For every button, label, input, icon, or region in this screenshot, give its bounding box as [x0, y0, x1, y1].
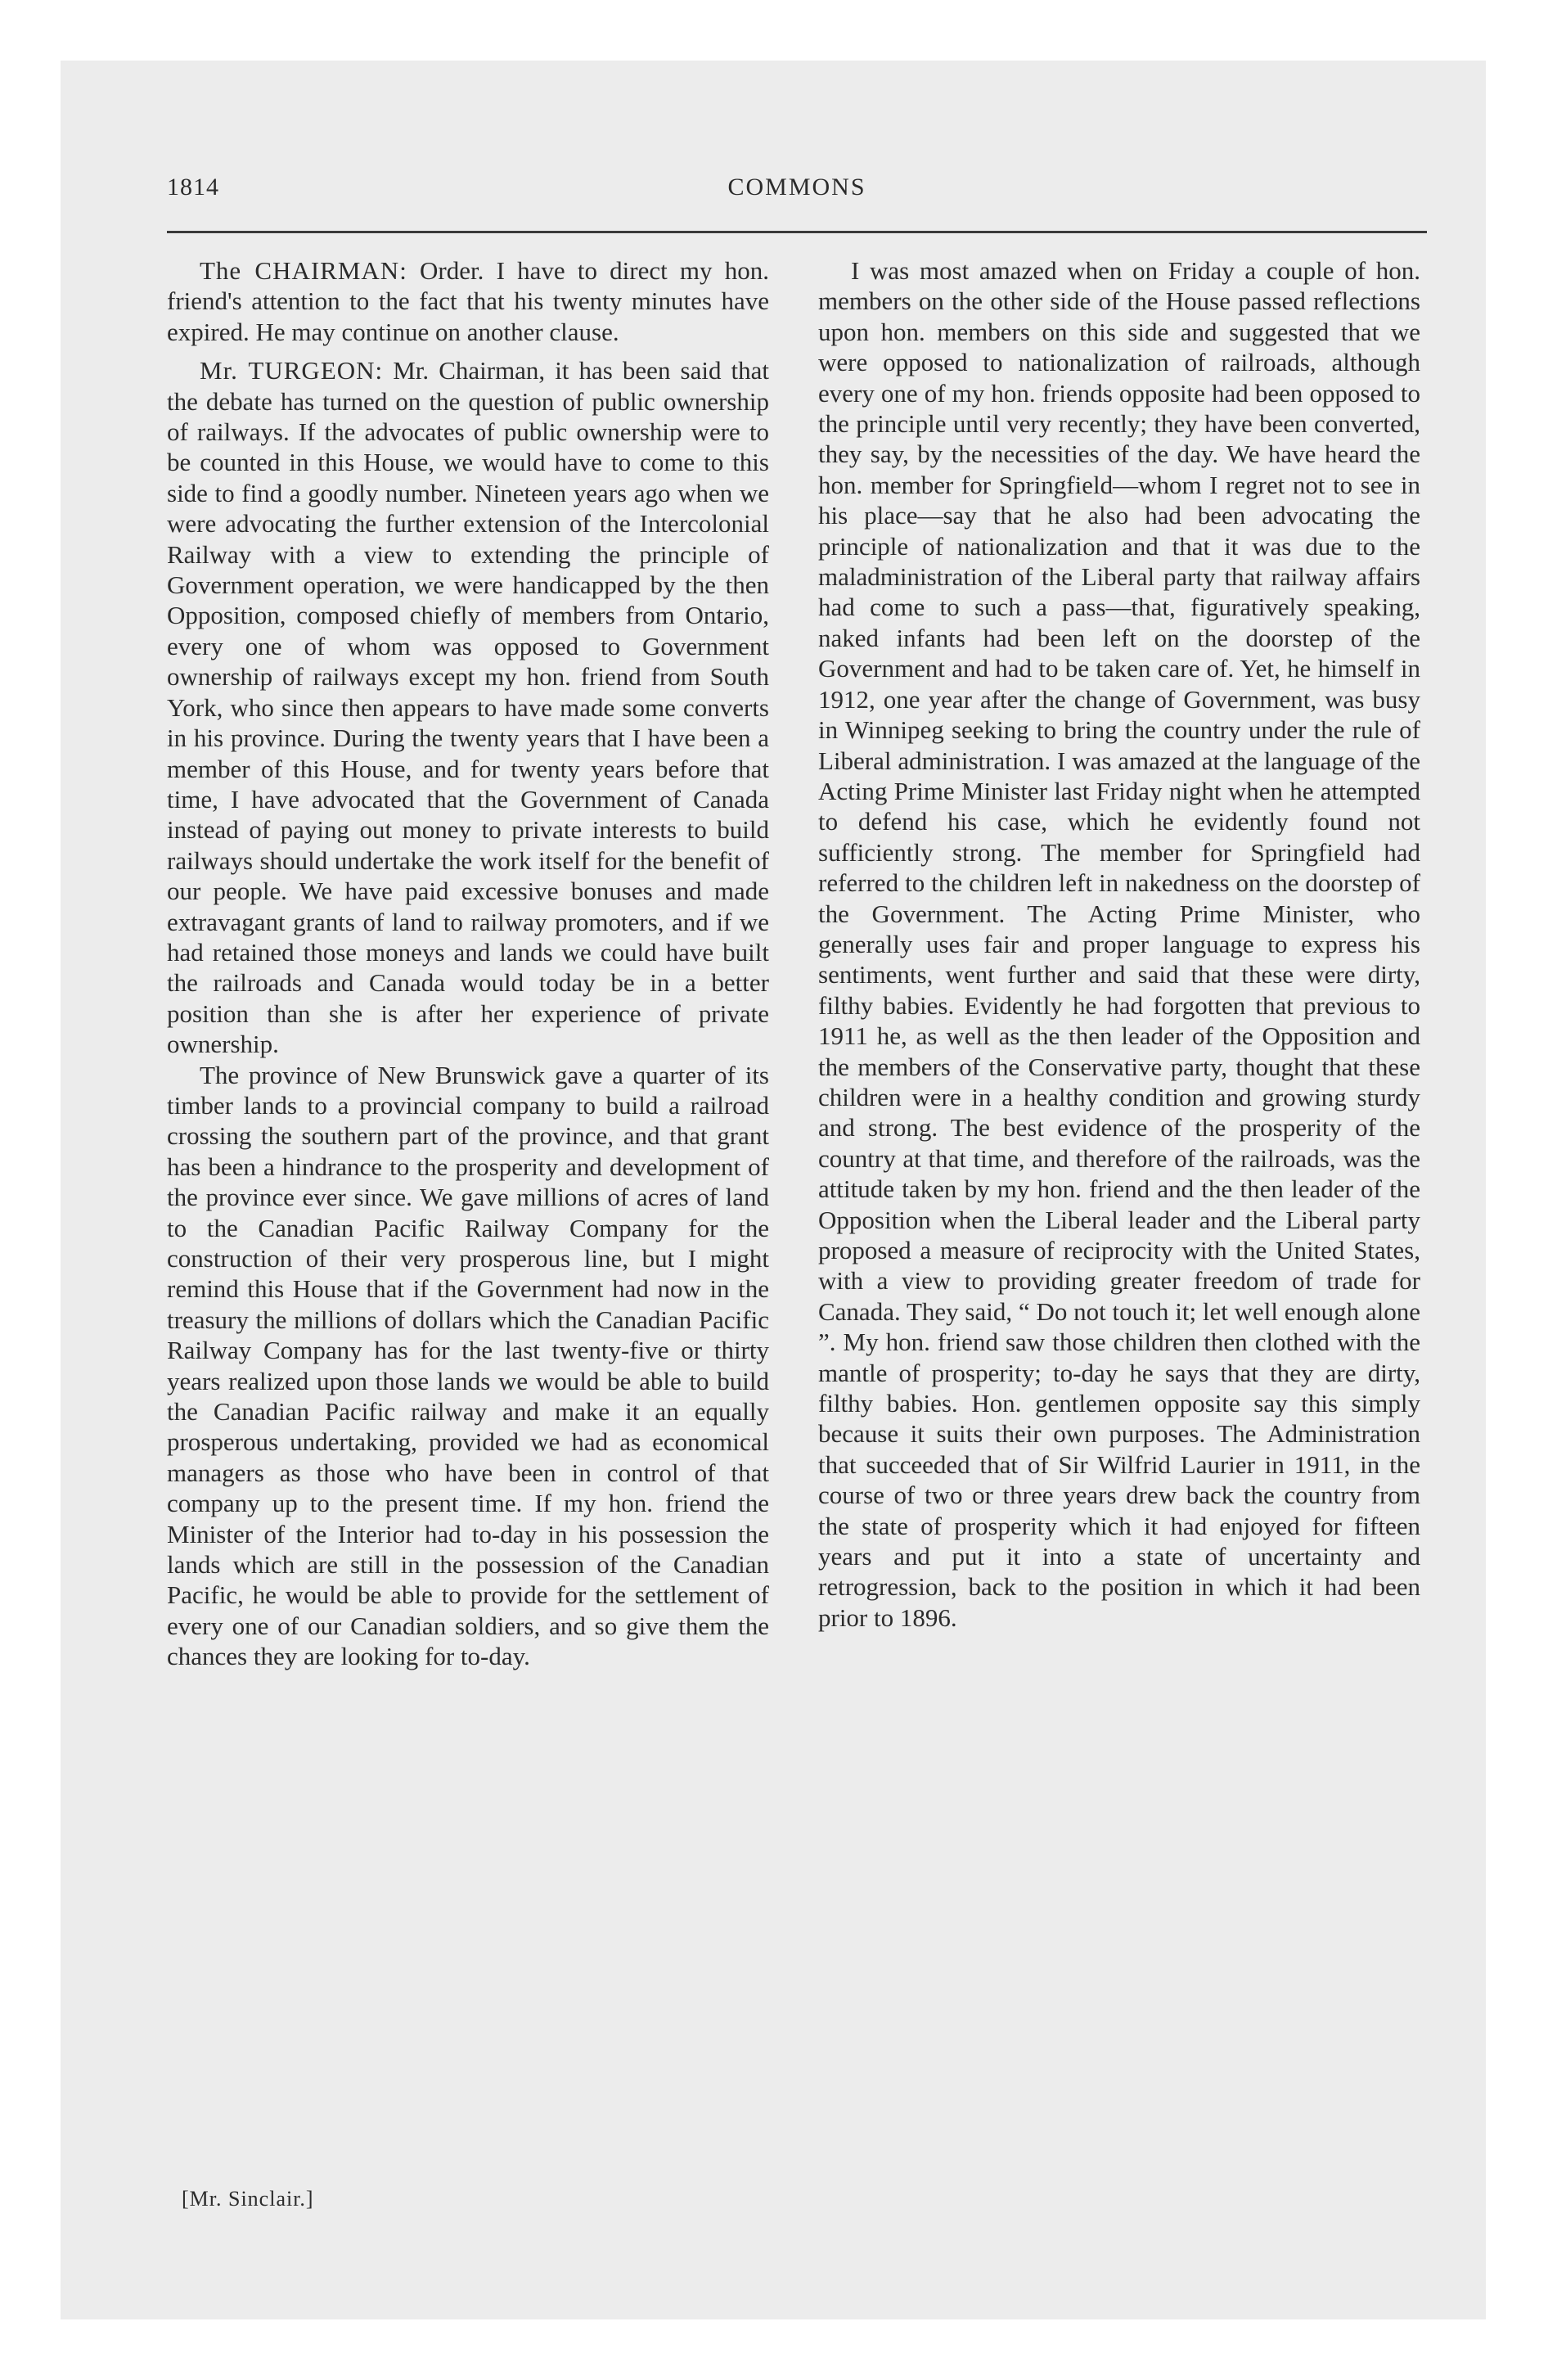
left-column	[167, 255, 769, 1672]
paragraph-amazed: I was most amazed when on Friday a couple of hon. members on the other side of the House passed reflections upon hon. members on this side and suggested that we were opposed to nationalization of railroads, although every one of my hon. friends opposite had been opposed to the principle until very recently; they have been converted, they say, by the necessities of the day. We have heard the hon. member for Springfield—whom I regret not to see in his place—say that he also had been advocating the principle of nationalization and that it was due to the maladministration of the Liberal party that railway affairs had come to such a pass—that, figuratively speaking, naked infants had been left on the doorstep of the Government and had to be taken care of. Yet, he himself in 1912, one year after the change of Government, was busy in Winnipeg seeking to bring the country under the rule of Liberal administration. I was amazed at the language of the Acting Prime Minister last Friday night when he attempted to defend his case, which he evidently found not sufficiently strong. The member for Springfield had referred to the children left in nakedness on the doorstep of the Government. The Acting Prime Minister, who generally uses fair and proper language to express his sentiments, went further and said that these were dirty, filthy babies. Evidently he had forgotten that previous to 1911 he, as well as the then leader of the Opposition and the members of the Conservative party, thought that these children were in a healthy condition and growing sturdy and strong. The best evidence of the prosperity of the country at that time, and therefore of the railroads, was the attitude taken by my hon. friend and the then leader of the Opposition when the Liberal leader and the Liberal party proposed a measure of reciprocity with the United States, with a view to providing greater freedom of trade for Canada. They said, “ Do not touch it; let well enough alone ”. My hon. friend saw those children then clothed with the mantle of prosperity; to-day he says that they are dirty, filthy babies. Hon. gentlemen opposite say this simply because it suits their own purposes. The Administration that succeeded that of Sir Wilfrid Laurier in 1911, in the course of two or three years drew back the country from the state of prosperity which it had enjoyed for fifteen years and put it into a state of uncertainty and retrogression, back to the position in which it had been prior to 1896.	[818, 256, 1420, 1632]
speaker-name: Mr. TURGEON:	[200, 356, 384, 385]
header-rule	[167, 231, 1427, 233]
paragraph-text: Mr. Chairman, it has been said that the debate has turned on the question of public ownership of railways. If the advocates of public ownership were to be counted in this House, we would have to come to this side to find a goodly number. Nineteen years ago when we were advocating the further extension of the Intercolonial Railway with a view to extending the principle of Government operation, we were handicapped by the then Opposition, composed chiefly of members from Ontario, every one of whom was opposed to Government ownership of railways except my hon. friend from South York, who since then appears to have made some converts in his province. During the twenty years that I have been a member of this House, and for twenty years before that time, I have advocated that the Government of Canada instead of paying out money to private interests to build railways should undertake the work itself for the benefit of our people. We have paid excessive bonuses and made extravagant grants of land to railway promoters, and if we had retained those moneys and lands we could have built the railroads and Canada would today be in a better position than she is after her experience of private ownership.	[167, 356, 769, 1059]
right-column	[818, 255, 1420, 1633]
paragraph-text: Order. I have to direct my hon. friend's attention to the fact that his twenty minutes have expired. He may continue on another clause.	[167, 256, 770, 346]
page-number: 1814	[167, 174, 219, 201]
paragraph-new-brunswick: The province of New Brunswick gave a quarter of its timber lands to a provincial company to build a railroad crossing the southern part of the province, and that grant has been a hindrance to the prosperity and development of the province ever since. We gave millions of acres of land to the Canadian Pacific Railway Company for the construction of their very prosperous line, but I might remind this House that if the Government had now in the treasury the millions of dollars which the Canadian Pacific Railway Company has for the last twenty-five or thirty years realized upon those lands we would be able to build the Canadian Pacific railway and make it an equally prosperous undertaking, provided we had as economical managers as those who have been in control of that company up to the present time. If my hon. friend the Minister of the Interior had to-day in his possession the lands which are still in the possession of the Canadian Pacific, he would be able to provide for the settlement of every one of our Canadian soldiers, and so give them the chances they are looking for to-day.	[167, 1060, 769, 1671]
page-header	[167, 174, 1427, 206]
paragraph-turgeon	[167, 355, 769, 1059]
running-title: COMMONS	[727, 174, 866, 201]
speaker-footnote: [Mr. Sinclair.]	[182, 2187, 314, 2211]
paragraph-chairman	[167, 255, 769, 347]
speaker-name: The CHAIRMAN:	[200, 256, 407, 285]
